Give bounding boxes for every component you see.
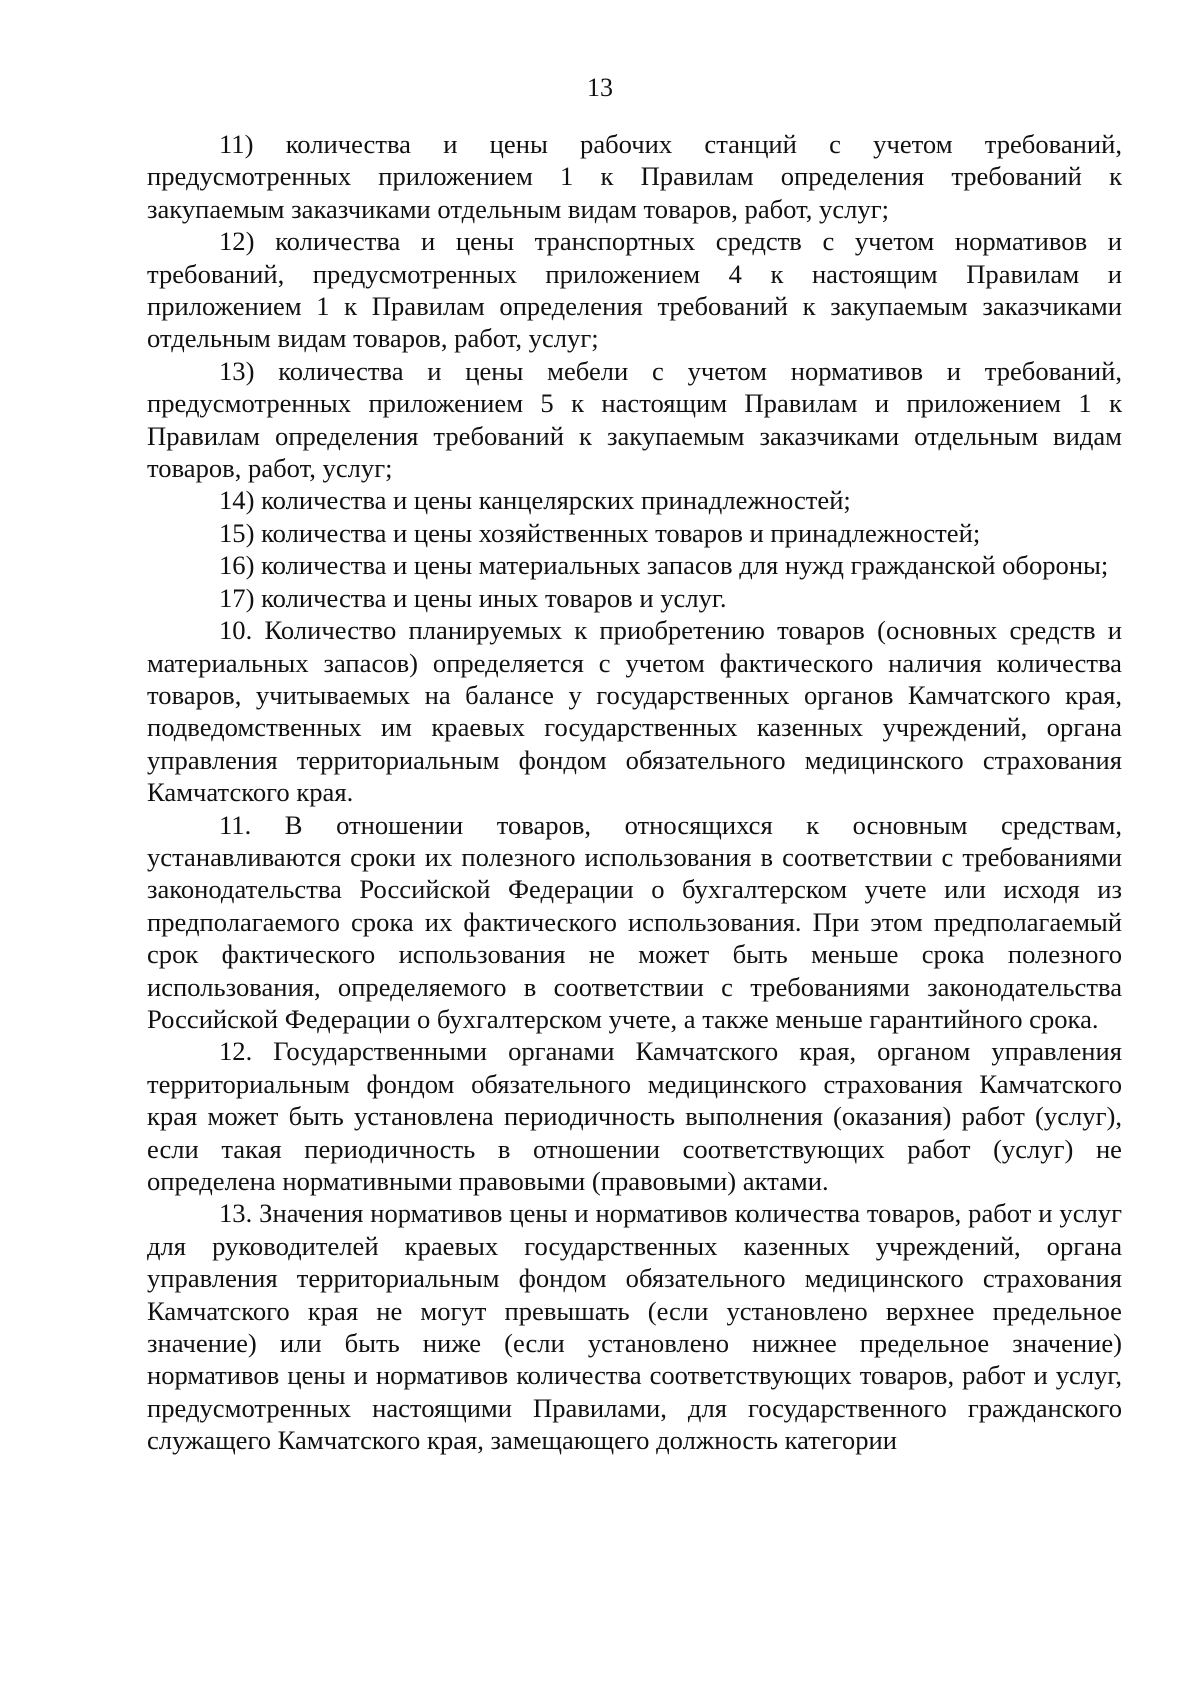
paragraph-clause-12: 12. Государственными органами Камчатского края, органом управления территориальным фондом обязательного медицинского страхования Камчатского края может быть установлена периодичность выполнения (оказания) работ (услуг), если такая периодичность в отношении соответствующих работ (услуг) не определена нормативными правовыми (правовыми) актами. bbox=[147, 1036, 1122, 1196]
paragraph-clause-10: 10. Количество планируемых к приобретению товаров (основных средств и материальных запасов) определяется с учетом фактического наличия количества товаров, учитываемых на балансе у государственных органов Камчатского края, подведомственных им краевых государственных казенных учреждений, органа управления территориальным фондом обязательного медицинского страхования Камчатского края. bbox=[147, 615, 1122, 808]
paragraph-item-15: 15) количества и цены хозяйственных товаров и принадлежностей; bbox=[219, 517, 981, 548]
page-number: 13 bbox=[587, 73, 613, 102]
paragraph-item-12: 12) количества и цены транспортных средств с учетом нормативов и требований, предусмотренных приложением 4 к настоящим Правилам и приложением 1 к Правилам определения требований к закупаемым заказчиками отдельным видам товаров, работ, услуг; bbox=[147, 226, 1122, 354]
document-body bbox=[147, 128, 1122, 1457]
paragraph-item-14: 14) количества и цены канцелярских принадлежностей; bbox=[219, 485, 851, 516]
paragraph-item-13: 13) количества и цены мебели с учетом нормативов и требований, предусмотренных приложением 5 к настоящим Правилам и приложением 1 к Правилам определения требований к закупаемым заказчиками отдельным видам товаров, работ, услуг; bbox=[147, 355, 1122, 484]
paragraph-item-16: 16) количества и цены материальных запасов для нужд гражданской обороны; bbox=[219, 550, 1109, 581]
paragraph-item-17: 17) количества и цены иных товаров и услуг. bbox=[219, 582, 727, 613]
paragraph-clause-13: 13. Значения нормативов цены и нормативов количества товаров, работ и услуг для руководителей краевых государственных казенных учреждений, органа управления территориальным фондом обязательного медицинского страхования Камчатского края не могут превышать (если установлено верхнее предельное значение) или быть ниже (если установлено нижнее предельное значение) нормативов цены и нормативов количества соответствующих товаров, работ и услуг, предусмотренных настоящими Правилами, для государственного гражданского служащего Камчатского края, замещающего должность категории bbox=[147, 1198, 1122, 1456]
paragraph-clause-11: 11. В отношении товаров, относящихся к основным средствам, устанавливаются сроки их полезного использования в соответствии с требованиями законодательства Российской Федерации о бухгалтерском учете или исходя из предполагаемого срока их фактического использования. При этом предполагаемый срок фактического использования не может быть меньше срока полезного использования, определяемого в соответствии с требованиями законодательства Российской Федерации о бухгалтерском учете, а также меньше гарантийного срока. bbox=[147, 809, 1122, 1034]
paragraph-item-11: 11) количества и цены рабочих станций с учетом требований, предусмотренных приложением 1 к Правилам определения требований к закупаемым заказчиками отдельным видам товаров, работ, услуг; bbox=[147, 129, 1122, 224]
